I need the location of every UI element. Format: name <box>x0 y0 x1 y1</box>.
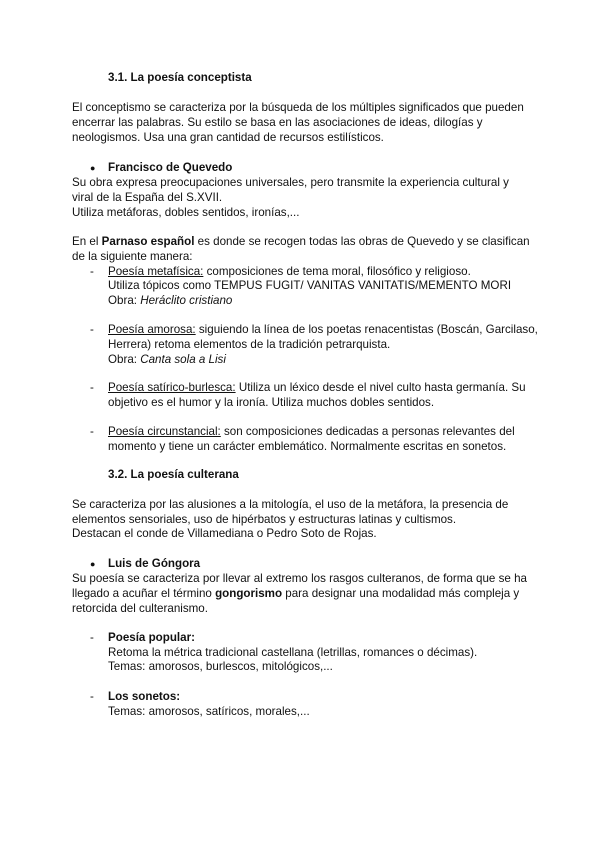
popular-metrica: Retoma la métrica tradicional castellana (letrillas, romances o décimas). <box>108 646 478 659</box>
section-heading-culterana: 3.2. La poesía culterana <box>108 468 239 481</box>
metafisica-topicos: Utiliza tópicos como TEMPUS FUGIT/ VANITAS VANITATIS/MEMENTO MORI <box>108 279 512 292</box>
item-text: son composiciones dedicadas a personas relevantes del momento y tiene un carácter emblemático. Normalmente escritas en sonetos. <box>108 425 515 453</box>
item-title: Poesía metafísica: <box>108 265 204 278</box>
popular-temas: Temas: amorosos, burlescos, mitológicos,... <box>108 660 333 673</box>
list-item-amorosa <box>108 322 538 352</box>
author-heading-gongora: Luis de Góngora <box>108 557 201 570</box>
dash-marker: - <box>90 690 94 703</box>
parnaso-pre: En el <box>72 235 102 248</box>
parnaso-paragraph <box>72 234 532 264</box>
conceptismo-intro: El conceptismo se caracteriza por la búsqueda de los múltiples significados que pueden encerrar las palabras. Su estilo se basa en las asociaciones de ideas, dilogías y neologismos. Usa una gran cantidad de recursos estilísticos. <box>72 101 524 144</box>
parnaso-title: Parnaso español <box>101 235 195 248</box>
culterana-destacan: Destacan el conde de Villamediana o Pedro Soto de Rojas. <box>72 527 377 540</box>
obra-label: Obra: <box>108 294 141 307</box>
gongora-description <box>72 571 532 616</box>
bullet-icon: ● <box>90 559 96 569</box>
obra-label: Obra: <box>108 353 141 366</box>
quevedo-resources: Utiliza metáforas, dobles sentidos, ironías,... <box>72 206 300 219</box>
culterana-intro: Se caracteriza por las alusiones a la mitología, el uso de la metáfora, la presencia de elementos sensoriales, uso de hipérbatos y estructuras latinas y cultismos. <box>72 498 509 526</box>
item-title: Poesía amorosa: <box>108 323 196 336</box>
parnaso-post: es donde se recogen todas las obras de Quevedo y se clasifican de la siguiente manera: <box>72 235 530 263</box>
item-text: composiciones de tema moral, filosófico y religioso. <box>203 265 471 278</box>
list-item-sonetos-title: Los sonetos: <box>108 690 181 703</box>
section-heading-conceptista: 3.1. La poesía conceptista <box>108 71 252 84</box>
dash-marker: - <box>90 265 94 278</box>
dash-marker: - <box>90 425 94 438</box>
author-heading-quevedo: Francisco de Quevedo <box>108 161 233 174</box>
list-item-satirico <box>108 380 538 410</box>
gongorismo-term: gongorismo <box>215 587 283 600</box>
dash-marker: - <box>90 631 94 644</box>
bullet-icon: ● <box>90 163 96 173</box>
gongora-pre: Su poesía se caracteriza por llevar al extremo los rasgos culteranos, de forma que se ha llegado a acuñar el término <box>72 572 527 600</box>
item-text: Utiliza un léxico desde el nivel culto hasta germanía. Su objetivo es el humor y la ironía. Utiliza muchos dobles sentidos. <box>108 381 526 409</box>
obra-title: Heráclito cristiano <box>140 294 233 307</box>
item-title: Poesía circunstancial: <box>108 425 221 438</box>
metafisica-obra <box>108 293 538 308</box>
dash-marker: - <box>90 381 94 394</box>
item-text: siguiendo la línea de los poetas renacentistas (Boscán, Garcilaso, Herrera) retoma elementos de la tradición petrarquista. <box>108 323 538 351</box>
obra-title: Canta sola a Lisi <box>140 353 226 366</box>
list-item-circunstancial <box>108 424 538 454</box>
dash-marker: - <box>90 323 94 336</box>
quevedo-description: Su obra expresa preocupaciones universales, pero transmite la experiencia cultural y viral de la España del S.XVII. <box>72 176 509 204</box>
sonetos-temas: Temas: amorosos, satíricos, morales,... <box>108 705 310 718</box>
list-item-metafisica <box>108 264 538 279</box>
item-title: Poesía satírico-burlesca: <box>108 381 236 394</box>
amorosa-obra <box>108 352 538 367</box>
gongora-post: para designar una modalidad más compleja y retorcida del culteranismo. <box>72 587 520 615</box>
list-item-popular-title: Poesía popular: <box>108 631 195 644</box>
